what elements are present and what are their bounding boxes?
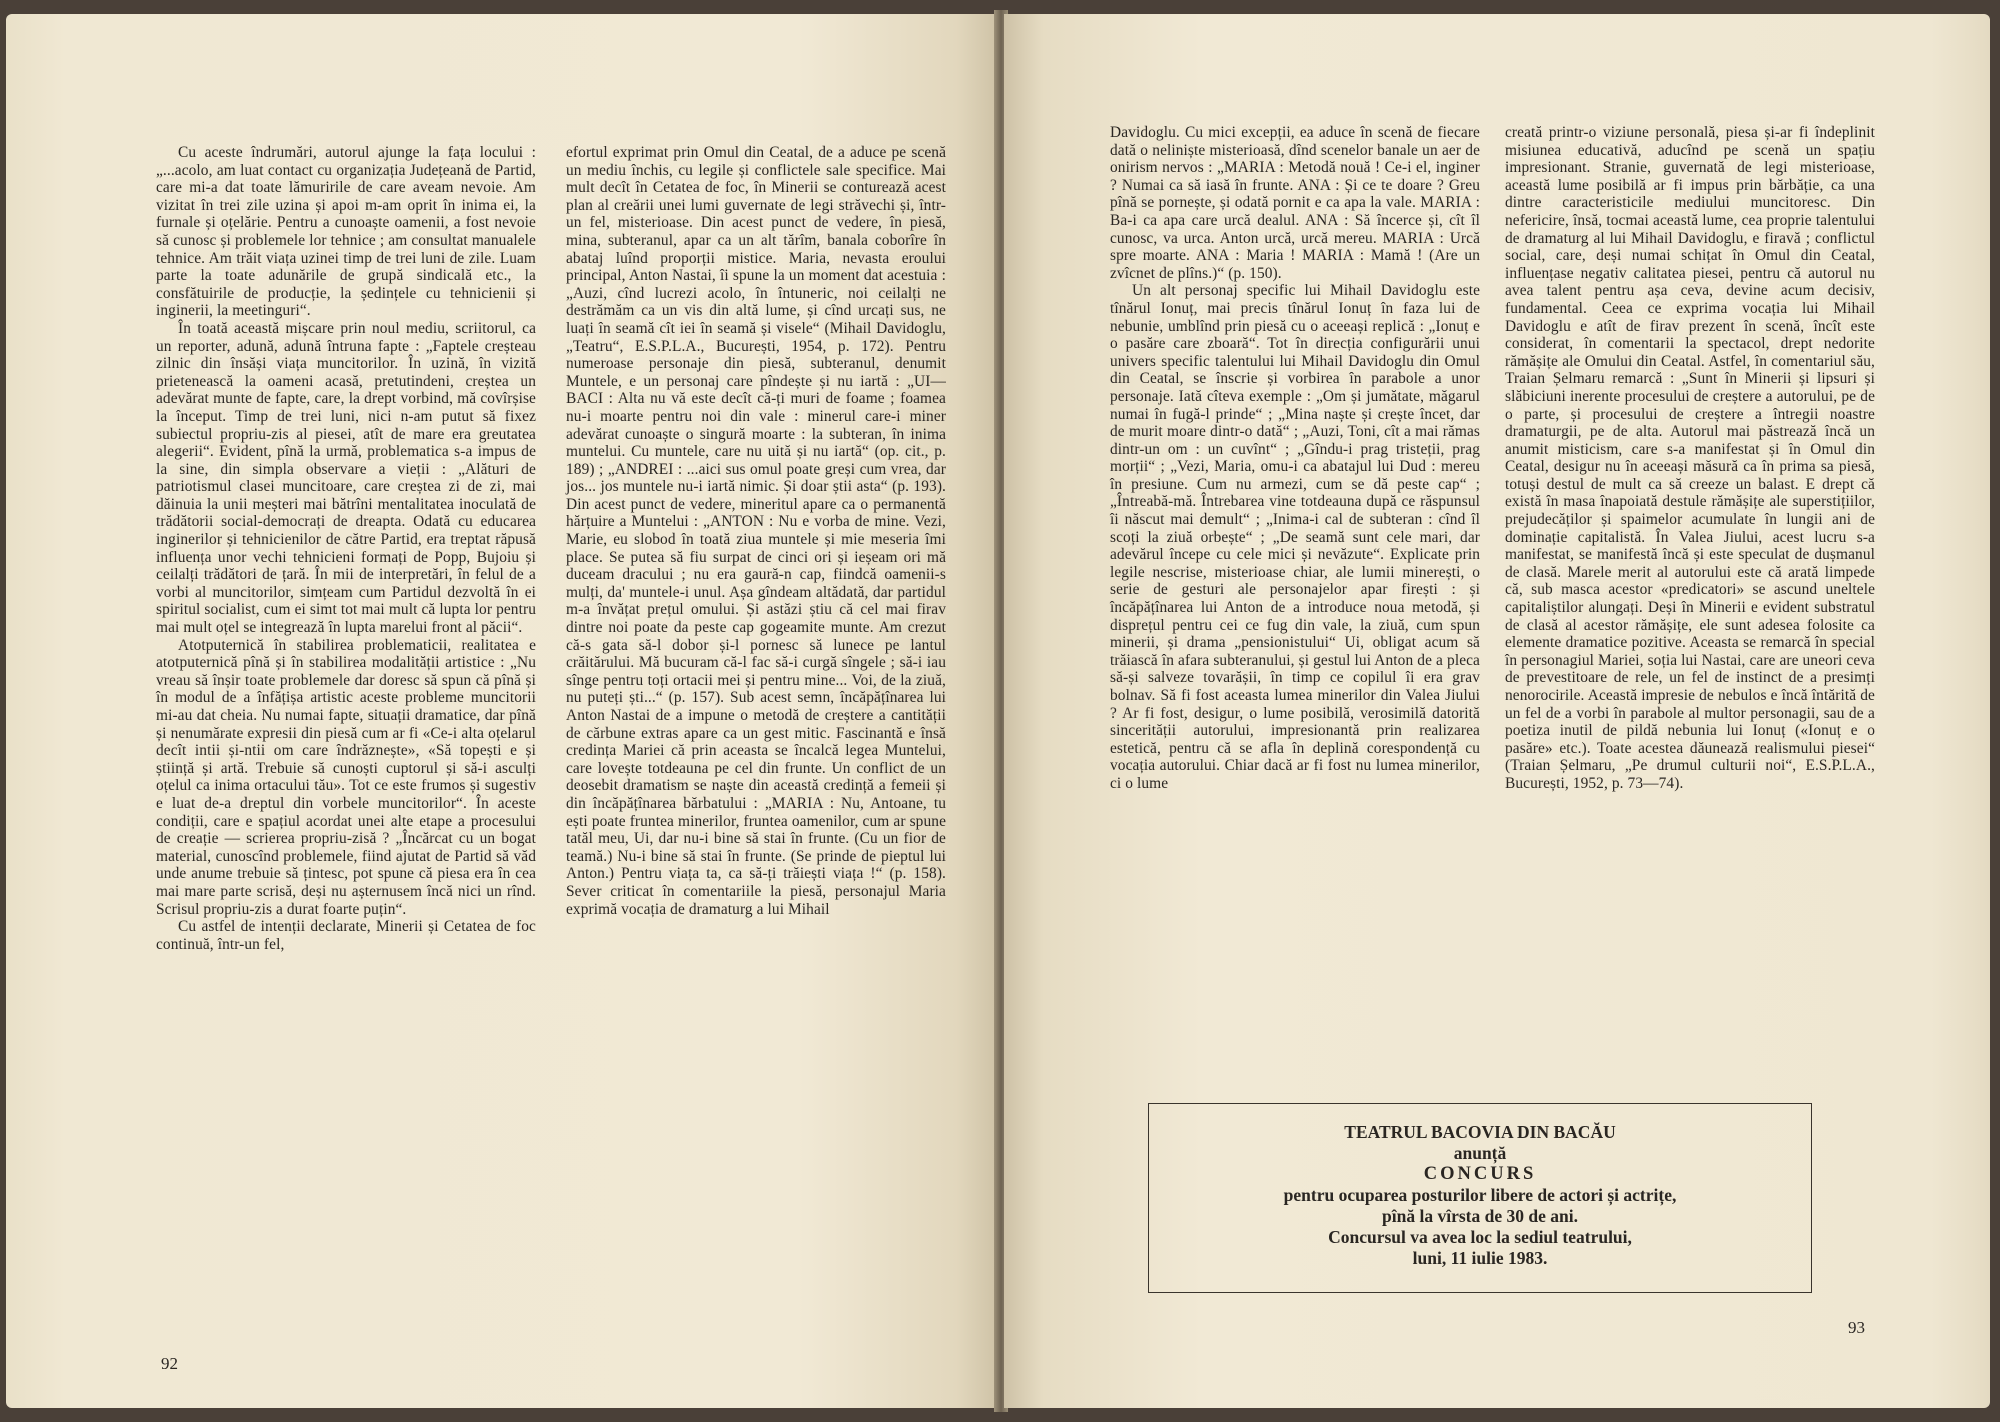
paragraph: Davidoglu. Cu mici excepții, ea aduce în scenă de fiecare dată o neliniște misterioasă, dînd scenelor banale un aer de onirism nervos : „MARIA : Metodă nouă ! Ce-i el, inginer ? Numai ca să iasă în frunte. ANA : Și ce te doare ? Greu pînă se pornește, și odată pornit e ca apa la vale. MARIA : Ba-i ca apa care urcă dealul. ANA : Să încerce și, cît îl cunosc, va urca. Anton urcă, urcă mereu. MARIA : Urcă spre moarte. ANA : Maria ! MARIA : Mamă ! (Are un zvîcnet de plîns.)“ (p. 150). <box>1110 124 1480 282</box>
paragraph: Un alt personaj specific lui Mihail Davidoglu este tînărul Ionuț, mai precis tînărul Ionuț în faza lui de nebunie, umblînd prin piesă cu o aceeași replică : „Ionuț e o pasăre care zboară“. Tot în direcția configurării unui univers specific talentului lui Mihail Davidoglu din Omul din Ceatal, se înscrie și vorbirea în parabole a unor personaje. Iată cîteva exemple : „Om și jumătate, măgarul numai în fugă-l prinde“ ; „Mina naște și crește încet, dar de murit moare dintr-o dată“ ; „Auzi, Toni, cît a mai rămas dintr-un om : un cuvînt“ ; „Gîndu-i prag tristeții, prag morții“ ; „Vezi, Maria, omu-i ca abatajul lui Dud : mereu în presiune. Cum nu armezi, cum se dă peste cap“ ; „Întreabă-mă. Întrebarea vine totdeauna după ce răspunsul îi născut mai demult“ ; „Inima-i cal de subteran : cînd îl scoți la ziuă orbește“ ; „De seamă sunt cele mari, dar adevărul începe cu cele mici și nevăzute“. Explicate prin legile nescrise, misterioase chiar, ale lumii minerești, o serie de gesturi ale personajelor apar firești : și încăpățînarea lui Anton de a introduce noua metodă, și disprețul pentru cei ce fug din vale, la ziuă, cum spun minerii, și drama „pensionistului“ Ui, obligat acum să trăiască în afara subteranului, și gestul lui Anton de a pleca să-și salveze tovarășii, în timp ce copilul îi era grav bolnav. Să fi fost aceasta lumea minerilor din Valea Jiului ? Ar fi fost, desigur, o lume posibilă, verosimilă datorită sincerității autorului, impresionantă prin realizarea estetică, pentru că se afla în deplină corespondență cu vocația autorului. Chiar dacă ar fi fost nu lumea minerilor, ci o lume <box>1110 282 1480 792</box>
notice-date: luni, 11 iulie 1983. <box>1412 1248 1548 1268</box>
page-number-left: 92 <box>161 1354 178 1373</box>
paragraph: efortul exprimat prin Omul din Ceatal, de a aduce pe scenă un mediu închis, cu legile și conflictele sale specifice. Mai mult decît în Cetatea de foc, în Minerii se conturează acest plan al creării unei lumi guvernate de legi străvechi și, într-un fel, misterioase. Din acest punct de vedere, în piesă, mina, subteranul, apar ca un alt tărîm, banala coborîre în abataj luînd proporții mistice. Maria, nevasta eroului principal, Anton Nastai, îi spune la un moment dat acestuia : „Auzi, cînd lucrezi acolo, în întuneric, noi ceilalți ne destrămăm ca un vis din altă lume, și cînd urcați sus, ne luați în seamă cît iei în seamă și visele“ (Mihail Davidoglu, „Teatru“, E.S.P.L.A., București, 1954, p. 172). Pentru numeroase personaje din piesă, subteranul, denumit Muntele, e un personaj care pîndește și nu iartă : „UI—BACI : Alta nu vă este decît că-ți muri de foame ; foamea nu-i moarte pentru noi din vale : minerul care-i miner adevărat cunoaște o singură moarte : la subteran, în inima muntelui. Cu muntele, care nu uită și nu iartă“ (op. cit., p. 189) ; „ANDREI : ...aici sus omul poate greși cum vrea, dar jos... jos muntele nu-i iartă nimic. Și doar știi asta“ (p. 193). Din acest punct de vedere, mineritul apare ca o permanentă hărțuire a Muntelui : „ANTON : Nu e vorba de mine. Vezi, Marie, eu slobod în toată ziua muntele și mie meseria îmi place. Se putea să fiu surpat de cinci ori și ieșeam ori mă duceam dracului ; nu era gaură-n cap, fiindcă oamenii-s mulți, da' muntele-i unul. Așa gîndeam altădată, dar partidul m-a învățat prețul omului. Și astăzi știu că cel mai firav dintre noi poate da peste cap gogeamite munte. Am crezut că-s gata să-l dobor și-l pornesc să lunece pe lantul crăitărului. Mă bucuram că-l fac să-i curgă sîngele ; să-i iau sînge pentru toți ortacii mei și pentru mine... Voi, de la ziuă, nu puteți ști...“ (p. 157). Sub acest semn, încăpățînarea lui Anton Nastai de a impune o metodă de creștere a cantității de cărbune extras apare ca un gest mitic. Fascinantă e însă credința Mariei că prin aceasta se încalcă legea Muntelui, care lovește totdeauna pe cel din frunte. Un conflict de un deosebit dramatism se naște din această credință a femeii și din încăpățînarea bărbatului : „MARIA : Nu, Antoane, tu ești poate fruntea minerilor, fruntea oamenilor, cum ar spune tatăl meu, Ui, dar nu-i bine să stai în frunte. (Cu un fior de teamă.) Nu-i bine să stai în frunte. (Se prinde de pieptul lui Anton.) Pentru viața ta, ca să-ți trăiești viața !“ (p. 158). Sever criticat în comentariile la piesă, personajul Maria exprimă vocația de dramaturg a lui Mihail <box>566 144 946 918</box>
notice-announces: anunță <box>1453 1143 1507 1163</box>
paragraph: creată printr-o viziune personală, piesa și-ar fi îndeplinit misiunea educativă, aducînd pe scenă un spațiu impresionant. Stranie, guvernată de legi misterioase, această lume posibilă ar fi impus prin bărbăție, ca una dintre caracteristicile mediului muncitoresc. Din nefericire, însă, tocmai această lume, cea proprie talentului de dramaturg al lui Mihail Davidoglu, e firavă ; conflictul social, care, deși numai schițat în Omul din Ceatal, influențase negativ calitatea piesei, pentru că autorul nu avea talent pentru așa ceva, devine acum decisiv, fundamental. Ceea ce exprima vocația lui Mihail Davidoglu e atît de firav prezent în scenă, încît este considerat, în comentarii la spectacol, drept nedorite rămășițe ale Omului din Ceatal. Astfel, în comentariul său, Traian Șelmaru remarcă : „Sunt în Minerii și lipsuri și slăbiciuni inerente procesului de creștere a autorului, pe de o parte, și procesului de creștere a întregii noastre dramaturgii, pe de alta. Autorul mai păstrează încă un anumit misticism, care s-a manifestat și în Omul din Ceatal, desigur nu în aceeași măsură ca în prima sa piesă, totuși destul de mult ca să creeze un balast. E drept că există în masa înapoiată destule rămășițe ale superstițiilor, prejudecăților și spaimelor acumulate în lungii ani de dominație capitalistă. În Valea Jiului, acest lucru s-a manifestat, se manifestă încă și este speculat de dușmanul de clasă. Marele merit al autorului este că arată limpede că, sub masca acestor «predicatori» se ascund uneltele capitaliștilor alungați. Deși în Minerii e evident substratul de clasă al acestor rămășițe, ele sunt adesea folosite ca elemente dramatice pozitive. Aceasta se remarcă în special în personagiul Mariei, soția lui Nastai, care are uneori ceva de prevestitoare de rele, un fel de instinct de a presimți nenorocirile. Această impresie de nebulos e încă întărită de un fel de a vorbi în parabole al multor personagii, sau de a poetiza inutil de pildă nebunia lui Ionuț («Ionuț e o pasăre» etc.). Toate acestea dăunează realismului piesei“ (Traian Șelmaru, „Pe drumul culturii noi“, E.S.P.L.A., București, 1952, p. 73—74). <box>1505 124 1875 792</box>
right-page-column-1 <box>1110 124 1480 793</box>
paragraph: Atotputernică în stabilirea problematicii, realitatea e atotputernică pînă și în stabilirea modalității artistice : „Nu vreau să înșir toate problemele dar doresc să spun că pînă și în modul de a înfățișa artistic aceste probleme muncitorii mi-au dat cheia. Nu numai fapte, situații dramatice, dar pînă și nenumărate expresii din piesă cum ar fi «Ce-i alta oțelarul decît intii și-ntii om care îndrăznește», «Să topești e și știință și artă. Trebuie să cunoști cuptorul și să-i asculți oțelul ca inima ortacului tău». Tot ce este frumos și sugestiv e luat de-a dreptul din vorbele muncitorilor“. În aceste condiții, care e spațiul acordat unei alte etape a procesului de creație — scrierea propriu-zisă ? „Încărcat cu un bogat material, cunoscînd problemele, fiind ajutat de Partid să văd unde anume trebuie să țintesc, pot spune că piesa era în cea mai mare parte scrisă, deși nu așternusem încă nici un rînd. Scrisul propriu-zis a durat foarte puțin“. <box>156 636 536 918</box>
right-page <box>1004 14 1990 1408</box>
notice-line: pînă la vîrsta de 30 de ani. <box>1382 1206 1578 1226</box>
theatre-contest-notice <box>1148 1103 1812 1293</box>
left-page-column-2 <box>566 144 946 918</box>
left-page-column-1 <box>156 144 536 953</box>
paragraph: Cu astfel de intenții declarate, Minerii și Cetatea de foc continuă, într-un fel, <box>156 918 536 953</box>
paragraph: În toată această mișcare prin noul mediu, scriitorul, ca un reporter, adună, adună întruna fapte : „Faptele creșteau zilnic din însăși viața muncitorilor. În uzină, în vizită prietenească la oameni acasă, pretutindeni, creștea un adevărat munte de fapte, care, la drept vorbind, mă covîrșise la început. Timp de trei luni, nici n-am putut să fixez subiectul propriu-zis al piesei, atît de mare era greutatea alegerii“. Evident, pînă la urmă, problematica s-a impus de la sine, din simpla observare a vieții : „Alături de patriotismul clasei muncitoare, care creștea zi de zi, mai dăinuia la unii meșteri mai bătrîni mentalitatea inoculată de trădătorii social-democrați de dreapta. Odată cu educarea inginerilor și tehnicienilor de către Partid, era treptat răpusă influența unor vechi tehnicieni formați de Popp, Bujoiu și ceilalți trădători de țară. În mii de interpretări, în felul de a vorbi al muncitorilor, simțeam cum Partidul dezvoltă în ei spiritul socialist, cum ei simt tot mai mult că lupta lor pentru mai mult oțel se integrează în lupta marelui front al păcii“. <box>156 319 536 637</box>
right-page-column-2 <box>1505 124 1875 793</box>
notice-line: pentru ocuparea posturilor libere de actori și actrițe, <box>1283 1185 1677 1205</box>
page-number-right: 93 <box>1848 1318 1865 1337</box>
notice-contest: CONCURS <box>1423 1164 1537 1184</box>
notice-theatre-name: TEATRUL BACOVIA DIN BACĂU <box>1344 1122 1616 1142</box>
paragraph: Cu aceste îndrumări, autorul ajunge la fața locului : „...acolo, am luat contact cu organizația Județeană de Partid, care mi-a dat toate lămuririle de care aveam nevoie. Am vizitat în trei zile uzina și apoi m-am oprit în inima ei, la furnale și oțelărie. Pentru a cunoaște oamenii, a fost nevoie să cunosc și problemele lor tehnice ; am consultat manualele tehnice. Am trăit viața uzinei timp de trei luni de zile. Luam parte la toate adunările de grupă sindicală etc., la consfătuirile de producție, la ședințele cu tehnicienii și inginerii, la meetinguri“. <box>156 144 536 320</box>
notice-line: Concursul va avea loc la sediul teatrului, <box>1328 1227 1632 1247</box>
left-page <box>6 14 996 1408</box>
